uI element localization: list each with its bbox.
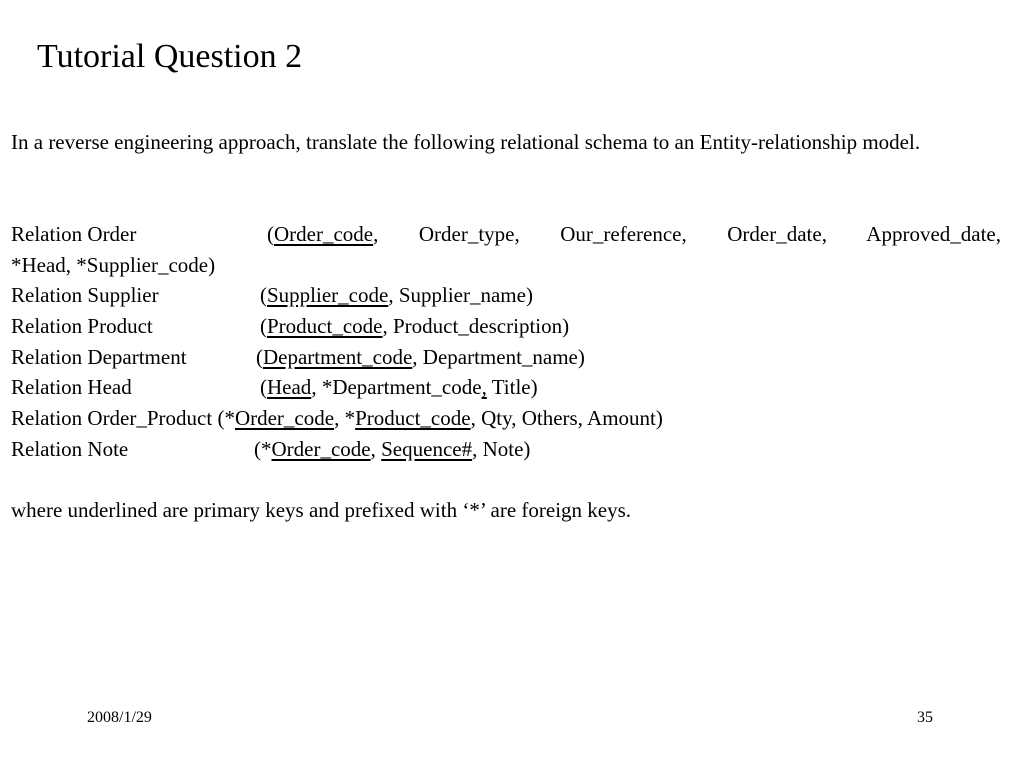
slide-page-number: 35	[917, 709, 933, 726]
relation-head-attributes-mid: , *Department_code	[311, 375, 482, 400]
relation-note-primary-key-2: Sequence#	[381, 436, 473, 461]
relation-supplier-attributes-rest: , Supplier_name)	[388, 283, 533, 308]
relation-note-primary-key-1: Order_code	[271, 436, 371, 461]
relation-order-product-name: Relation Order_Product	[11, 406, 213, 431]
relation-order-product-separator: , *	[334, 406, 356, 431]
relation-order	[11, 219, 1001, 250]
relation-note-separator: ,	[370, 436, 382, 461]
relation-product-attributes	[260, 311, 569, 342]
relation-order-product	[11, 403, 1001, 434]
relation-department-attributes	[256, 342, 585, 373]
relation-supplier	[11, 280, 1001, 311]
relation-order-open: (	[267, 222, 274, 246]
relation-order-product-primary-key-2: Product_code	[355, 406, 471, 431]
relation-product-name: Relation Product	[11, 314, 153, 339]
relation-product-open: (	[260, 314, 267, 339]
footer-date: 2008/1/29	[87, 709, 152, 726]
relation-supplier-attributes	[260, 280, 533, 311]
relation-note-attributes	[254, 434, 530, 465]
relation-order-product-primary-key-1: Order_code	[234, 406, 335, 431]
relation-supplier-open: (	[260, 283, 267, 308]
relational-schema	[11, 219, 1001, 465]
relation-note-attributes-rest: , Note)	[472, 436, 531, 461]
relation-supplier-name: Relation Supplier	[11, 283, 159, 308]
relation-order-primary-key: Order_code	[274, 222, 374, 246]
relation-head-attributes	[260, 372, 538, 403]
relation-note-name: Relation Note	[11, 436, 129, 461]
relation-supplier-primary-key: Supplier_code	[267, 283, 389, 308]
relation-department-name: Relation Department	[11, 344, 187, 369]
relation-product-primary-key: Product_code	[267, 314, 383, 339]
relation-order-product-attributes-rest: , Qty, Others, Amount)	[470, 406, 663, 431]
slide-title: Tutorial Question 2	[37, 38, 303, 75]
relation-head-underlined-comma: ,	[481, 375, 487, 400]
relation-product-attributes-rest: , Product_description)	[382, 314, 570, 339]
relation-department	[11, 342, 1001, 373]
relation-order-attributes	[267, 219, 1001, 250]
relation-head-open: (	[260, 375, 267, 400]
relation-note	[11, 434, 1001, 465]
relation-order-attributes-rest: , Order_type, Our_reference, Order_date, Approved_date,	[373, 222, 1001, 246]
relation-head-attributes-rest: Title)	[486, 375, 538, 400]
question-intro: In a reverse engineering approach, translate the following relational schema to an Entity-relationship model.	[11, 130, 921, 154]
relation-head-name: Relation Head	[11, 375, 132, 400]
relation-head	[11, 372, 1001, 403]
relation-order-attributes-line2: *Head, *Supplier_code)	[11, 252, 216, 277]
relation-order-product-attributes	[212, 406, 663, 430]
relation-order-continued	[11, 250, 1001, 281]
relation-order-name: Relation Order	[11, 222, 137, 246]
relation-order-product-open: (*	[212, 406, 235, 431]
relation-department-open: (	[256, 344, 263, 369]
relation-product	[11, 311, 1001, 342]
relation-head-primary-key: Head	[267, 375, 312, 400]
relation-note-open: (*	[254, 436, 272, 461]
relation-department-primary-key: Department_code	[263, 344, 413, 369]
relation-department-attributes-rest: , Department_name)	[412, 344, 585, 369]
key-legend-note: where underlined are primary keys and prefixed with ‘*’ are foreign keys.	[11, 498, 632, 522]
